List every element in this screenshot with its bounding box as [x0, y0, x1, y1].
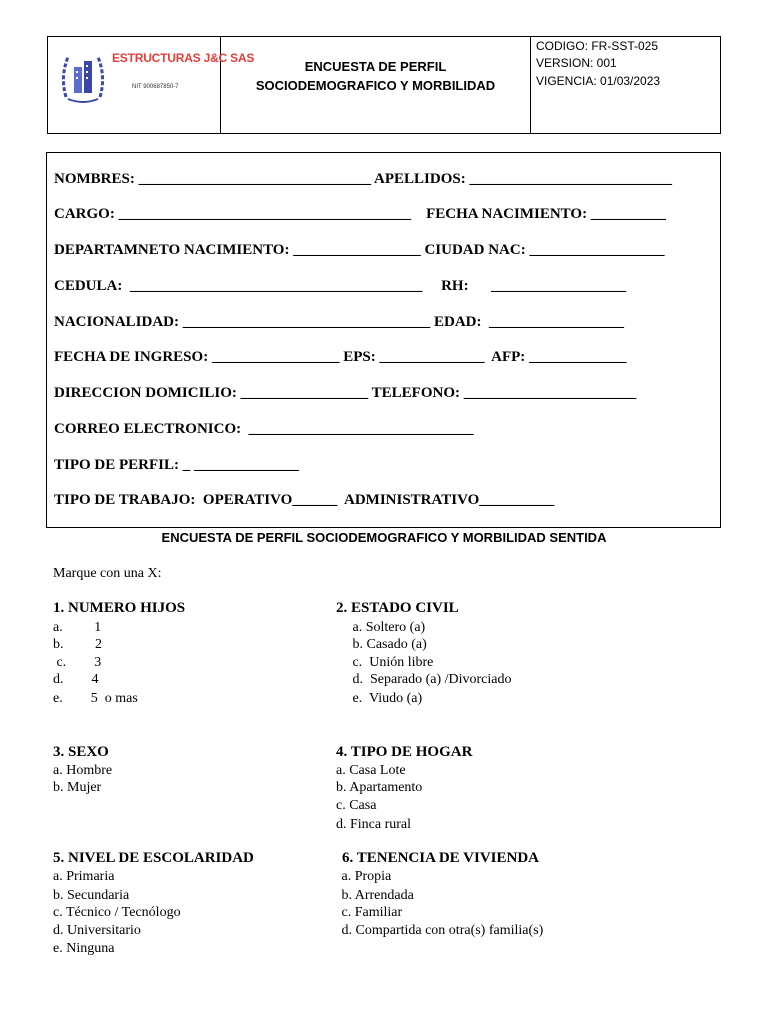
document-meta-cell [531, 37, 720, 133]
section-sexo-title: 3. SEXO [53, 744, 109, 760]
field-cedula-rh[interactable]: CEDULA: _______________________________________ RH: __________________ [54, 278, 627, 294]
option-apartamento[interactable]: b. Apartamento [336, 780, 423, 795]
option-hijos-4[interactable]: d. 4 [53, 672, 99, 687]
field-direccion-telefono[interactable]: DIRECCION DOMICILIO: _________________ TELEFONO: _______________________ [54, 385, 637, 401]
instruction-text: Marque con una X: [53, 566, 162, 581]
document-code: CODIGO: FR-SST-025 [536, 39, 659, 53]
option-casa[interactable]: c. Casa [336, 798, 377, 813]
document-title-line2: SOCIODEMOGRAFICO Y MORBILIDAD [255, 78, 496, 93]
option-ninguna[interactable]: e. Ninguna [53, 941, 115, 956]
company-logo-icon [58, 49, 108, 105]
option-hijos-5-o-mas[interactable]: e. 5 o mas [53, 691, 138, 706]
option-tecnico[interactable]: c. Técnico / Tecnólogo [53, 905, 181, 920]
field-correo[interactable]: CORREO ELECTRONICO: ______________________________ [54, 421, 474, 437]
logo-nit: NIT 900687850-7 [132, 84, 179, 90]
field-tipo-perfil[interactable]: TIPO DE PERFIL: _ ______________ [54, 457, 300, 473]
document-title-cell [221, 37, 531, 133]
option-familiar[interactable]: c. Familiar [338, 905, 403, 920]
section-tipo-hogar-title: 4. TIPO DE HOGAR [336, 744, 473, 760]
option-hijos-1[interactable]: a. 1 [53, 620, 102, 635]
option-secundaria[interactable]: b. Secundaria [53, 888, 130, 903]
option-union-libre[interactable]: c. Unión libre [342, 655, 434, 670]
option-viudo[interactable]: e. Viudo (a) [342, 691, 423, 706]
section-tenencia-title: 6. TENENCIA DE VIVIENDA [342, 850, 539, 866]
document-header [47, 36, 721, 134]
option-propia[interactable]: a. Propia [338, 869, 392, 884]
section-numero-hijos-title: 1. NUMERO HIJOS [53, 600, 186, 616]
option-hijos-2[interactable]: b. 2 [53, 637, 102, 652]
option-separado[interactable]: d. Separado (a) /Divorciado [342, 672, 512, 687]
option-casado[interactable]: b. Casado (a) [342, 637, 427, 652]
option-casa-lote[interactable]: a. Casa Lote [336, 763, 406, 778]
logo-company-name: ESTRUCTURAS J&C SAS [112, 51, 255, 65]
field-ingreso-eps-afp[interactable]: FECHA DE INGRESO: _________________ EPS: ______________ AFP: _____________ [54, 349, 627, 365]
option-soltero[interactable]: a. Soltero (a) [342, 620, 426, 635]
option-mujer[interactable]: b. Mujer [53, 780, 102, 795]
survey-title: ENCUESTA DE PERFIL SOCIODEMOGRAFICO Y MORBILIDAD SENTIDA [161, 530, 607, 545]
personal-data-form [46, 152, 721, 528]
option-primaria[interactable]: a. Primaria [53, 869, 115, 884]
field-nacionalidad-edad[interactable]: NACIONALIDAD: _________________________________ EDAD: __________________ [54, 314, 624, 330]
logo-cell [48, 37, 255, 133]
field-cargo-fecha-nacimiento[interactable]: CARGO: _______________________________________ FECHA NACIMIENTO: __________ [54, 206, 666, 222]
option-compartida[interactable]: d. Compartida con otra(s) familia(s) [338, 923, 544, 938]
option-hijos-3[interactable]: c. 3 [53, 655, 102, 670]
document-validity: VIGENCIA: 01/03/2023 [536, 74, 661, 88]
document-version: VERSION: 001 [536, 56, 617, 70]
document-title-line1: ENCUESTA DE PERFIL [304, 59, 447, 74]
option-finca-rural[interactable]: d. Finca rural [336, 817, 412, 832]
option-arrendada[interactable]: b. Arrendada [338, 888, 414, 903]
option-universitario[interactable]: d. Universitario [53, 923, 141, 938]
option-hombre[interactable]: a. Hombre [53, 763, 113, 778]
field-tipo-trabajo[interactable]: TIPO DE TRABAJO: OPERATIVO______ ADMINISTRATIVO__________ [54, 492, 555, 508]
field-nombres-apellidos[interactable]: NOMBRES: _______________________________ APELLIDOS: ___________________________ [54, 171, 672, 187]
field-departamento-ciudad[interactable]: DEPARTAMNETO NACIMIENTO: _________________ CIUDAD NAC: __________________ [54, 242, 665, 258]
section-estado-civil-title: 2. ESTADO CIVIL [336, 600, 459, 616]
section-escolaridad-title: 5. NIVEL DE ESCOLARIDAD [53, 850, 254, 866]
